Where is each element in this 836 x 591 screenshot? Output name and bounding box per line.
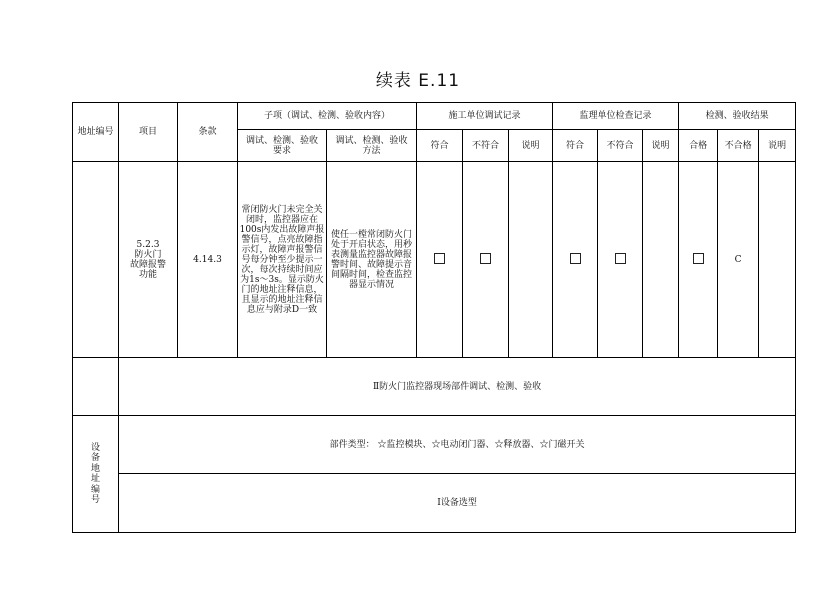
section-blank-cell: [73, 358, 119, 416]
header-result-note: 说明: [759, 130, 796, 162]
supervision-not-conform-checkbox[interactable]: [615, 253, 626, 264]
header-construction-record: 施工单位调试记录: [417, 103, 553, 130]
row-requirement: 常闭防火门未完全关闭时，监控器应在100s内发出故障声报警信号，点亮故障指示灯，故障声报警信号每分钟至少提示一次，每次持续时间应为1s～3s。显示防火门的地址注释信息，且显示的地址注释信息应与附录D一致: [238, 162, 327, 358]
header-result: 检测、验收结果: [679, 103, 796, 130]
supervision-note-cell[interactable]: [643, 162, 679, 358]
supervision-conform-checkbox[interactable]: [570, 253, 581, 264]
row-address-code: [73, 162, 119, 358]
header-method: 调试、检测、验收 方法: [327, 130, 417, 162]
header-requirement: 调试、检测、验收 要求: [238, 130, 327, 162]
device-selection: Ⅰ设备选型: [119, 474, 796, 533]
construction-conform-checkbox[interactable]: [434, 253, 445, 264]
result-unqualified-cell: C: [718, 162, 759, 358]
supervision-not-conform-cell: [598, 162, 643, 358]
result-qualified-cell: [679, 162, 718, 358]
table-row: [73, 162, 796, 358]
header-supervision-note: 说明: [643, 130, 679, 162]
header-clause: 条款: [178, 103, 238, 162]
header-construction-note: 说明: [509, 130, 553, 162]
header-construction-conform: 符合: [417, 130, 463, 162]
inspection-record-table: [72, 102, 796, 533]
supervision-conform-cell: [553, 162, 598, 358]
construction-note-cell[interactable]: [509, 162, 553, 358]
component-types: 部件类型： ☆监控模块、☆电动闭门器、☆释放器、☆门磁开关: [119, 416, 796, 474]
header-supervision-conform: 符合: [553, 130, 598, 162]
header-unqualified: 不合格: [718, 130, 759, 162]
section-title: Ⅱ防火门监控器现场部件调试、检测、验收: [119, 358, 796, 416]
device-address-code-cell: [73, 416, 119, 533]
header-supervision-record: 监理单位检查记录: [553, 103, 679, 130]
header-sub-item: 子项（调试、检测、验收内容）: [238, 103, 417, 130]
result-note-cell[interactable]: [759, 162, 796, 358]
construction-conform-cell: [417, 162, 463, 358]
header-qualified: 合格: [679, 130, 718, 162]
header-item: 项目: [119, 103, 178, 162]
construction-not-conform-checkbox[interactable]: [480, 253, 491, 264]
page-title: 续表 E.11: [375, 71, 461, 91]
row-clause: 4.14.3: [178, 162, 238, 358]
row-method: 使任一樘常闭防火门处于开启状态，用秒表测量监控器故障报警时间、故障提示音间隔时间，检查监控器显示情况: [327, 162, 417, 358]
result-qualified-checkbox[interactable]: [693, 253, 704, 264]
header-supervision-not-conform: 不符合: [598, 130, 643, 162]
construction-not-conform-cell: [463, 162, 509, 358]
device-address-code-label: 设备地址编号: [90, 442, 100, 505]
header-address-code: 地址编号: [73, 103, 119, 162]
row-item: 5.2.3 防火门 故障报警 功能: [119, 162, 178, 358]
header-construction-not-conform: 不符合: [463, 130, 509, 162]
